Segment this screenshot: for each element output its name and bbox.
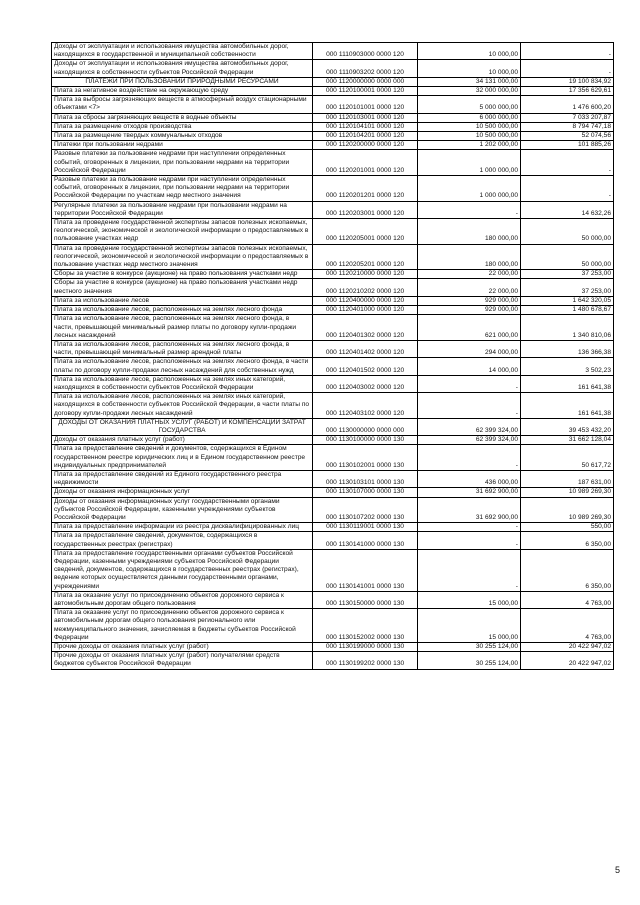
row-plan-amount: 15 000,00: [418, 591, 521, 608]
row-code: 000 1120104101 0000 120: [313, 122, 418, 131]
row-name: Платежи при пользовании недрами: [52, 141, 313, 150]
row-plan-amount: 621 000,00: [418, 315, 521, 341]
row-actual-amount: 39 453 432,20: [521, 418, 614, 435]
table-row: [52, 279, 614, 296]
row-name: Плата за предоставление сведений, документов, содержащихся в государственных реестрах (регистрах): [52, 532, 313, 549]
row-actual-amount: 19 100 834,92: [521, 77, 614, 86]
row-name: Плата за проведение государственной экспертизы запасов полезных ископаемых, геологической, экономической и экологической информации о предоставляемых в пользование участках недр: [52, 219, 313, 245]
table-row: [52, 96, 614, 113]
row-actual-amount: 1 476 600,20: [521, 96, 614, 113]
row-actual-amount: 31 662 128,04: [521, 436, 614, 445]
table-row: [52, 643, 614, 652]
row-plan-amount: 30 255 124,00: [418, 643, 521, 652]
row-actual-amount: 20 422 947,02: [521, 652, 614, 669]
row-actual-amount: 1 480 678,67: [521, 306, 614, 315]
row-code: 000 1120401000 0000 120: [313, 306, 418, 315]
table-row: [52, 436, 614, 445]
row-code: 000 1120401302 0000 120: [313, 315, 418, 341]
table-row: [52, 132, 614, 141]
table-row: [52, 43, 614, 60]
row-name: Плата за использование лесов, расположенных на землях иных категорий, находящихся в собственности субъектов Российской Федерации, в части платы по договору купли-продажи лесных насаждений: [52, 393, 313, 419]
row-name: Плата за предоставление сведений и документов, содержащихся в Едином государственном реестре юридических лиц и в Едином государственном реестре индивидуальных предпринимателей: [52, 445, 313, 471]
row-actual-amount: 7 033 207,87: [521, 113, 614, 122]
row-name: Доходы от эксплуатации и использования имущества автомобильных дорог, находящихся в собственности субъектов Российской Федерации: [52, 60, 313, 77]
row-plan-amount: 6 000 000,00: [418, 113, 521, 122]
row-plan-amount: -: [418, 523, 521, 532]
row-name: Регулярные платежи за пользование недрами при пользовании недрами на территории Российской Федерации: [52, 201, 313, 218]
row-name: Плата за использование лесов, расположенных на землях иных категорий, находящихся в собственности субъектов Российской Федерации: [52, 375, 313, 392]
row-plan-amount: 1 000 000,00: [418, 176, 521, 202]
row-code: 000 1120203001 0000 120: [313, 201, 418, 218]
row-actual-amount: -: [521, 43, 614, 60]
table-row: [52, 296, 614, 305]
row-name: Разовые платежи за пользование недрами при наступлении определенных событий, оговоренных в лицензии, при пользовании недрами на территории Российской Федерации по участкам недр местного значения: [52, 176, 313, 202]
row-code: 000 1120000000 0000 000: [313, 77, 418, 86]
row-code: 000 1120210202 0000 120: [313, 279, 418, 296]
row-code: 000 1120104201 0000 120: [313, 132, 418, 141]
row-name: Плата за предоставление информации из реестра дисквалифицированных лиц: [52, 523, 313, 532]
table-row: [52, 393, 614, 419]
table-row: [52, 122, 614, 131]
row-plan-amount: -: [418, 445, 521, 471]
row-actual-amount: 37 253,00: [521, 270, 614, 279]
row-actual-amount: 6 350,00: [521, 532, 614, 549]
row-name: Плата за выбросы загрязняющих веществ в атмосферный воздух стационарными объектами <7>: [52, 96, 313, 113]
row-actual-amount: 1 642 320,05: [521, 296, 614, 305]
row-name: Плата за сбросы загрязняющих веществ в водные объекты: [52, 113, 313, 122]
row-plan-amount: 10 000,00: [418, 60, 521, 77]
row-actual-amount: 20 422 947,02: [521, 643, 614, 652]
row-plan-amount: 32 000 000,00: [418, 87, 521, 96]
row-name: Плата за использование лесов, расположенных на землях лесного фонда: [52, 306, 313, 315]
row-plan-amount: -: [418, 549, 521, 591]
row-name: Плата за оказание услуг по присоединению объектов дорожного сервиса к автомобильным дорогам общего пользования: [52, 591, 313, 608]
row-actual-amount: 4 763,00: [521, 591, 614, 608]
row-plan-amount: 30 255 124,00: [418, 652, 521, 669]
row-code: 000 1130107202 0000 130: [313, 497, 418, 523]
row-plan-amount: 15 000,00: [418, 609, 521, 643]
row-plan-amount: -: [418, 201, 521, 218]
row-actual-amount: 136 366,38: [521, 340, 614, 357]
row-actual-amount: 161 641,38: [521, 375, 614, 392]
row-actual-amount: 10 989 269,30: [521, 497, 614, 523]
table-row: [52, 609, 614, 643]
table-row: [52, 201, 614, 218]
table-row: [52, 113, 614, 122]
row-plan-amount: 5 000 000,00: [418, 96, 521, 113]
row-code: 000 1130107000 0000 130: [313, 488, 418, 497]
table-row: [52, 77, 614, 86]
row-name: Прочие доходы от оказания платных услуг (работ) получателями средств бюджетов субъектов Российской Федерации: [52, 652, 313, 669]
table-row: [52, 270, 614, 279]
table-row: [52, 470, 614, 487]
row-code: 000 1120403102 0000 120: [313, 393, 418, 419]
table-row: [52, 219, 614, 245]
row-plan-amount: -: [418, 532, 521, 549]
table-row: [52, 87, 614, 96]
row-plan-amount: 180 000,00: [418, 244, 521, 270]
row-actual-amount: 1 340 810,06: [521, 315, 614, 341]
row-plan-amount: 929 000,00: [418, 296, 521, 305]
row-name: Доходы от оказания информационных услуг: [52, 488, 313, 497]
row-code: 000 1130000000 0000 000: [313, 418, 418, 435]
table-row: [52, 340, 614, 357]
row-actual-amount: 101 885,26: [521, 141, 614, 150]
row-code: 000 1120401402 0000 120: [313, 340, 418, 357]
row-plan-amount: 22 000,00: [418, 270, 521, 279]
row-plan-amount: 180 000,00: [418, 219, 521, 245]
row-code: 000 1130199000 0000 130: [313, 643, 418, 652]
row-actual-amount: -: [521, 150, 614, 176]
row-code: 000 1120201201 0000 120: [313, 176, 418, 202]
row-plan-amount: 22 000,00: [418, 279, 521, 296]
row-code: 000 1130103101 0000 130: [313, 470, 418, 487]
row-plan-amount: 31 692 900,00: [418, 488, 521, 497]
table-row: [52, 150, 614, 176]
row-code: 000 1130141000 0000 130: [313, 532, 418, 549]
row-code: 000 1120201001 0000 120: [313, 150, 418, 176]
row-plan-amount: 10 500 000,00: [418, 122, 521, 131]
row-actual-amount: 50 000,00: [521, 219, 614, 245]
row-actual-amount: 10 989 269,30: [521, 488, 614, 497]
row-plan-amount: 10 500 000,00: [418, 132, 521, 141]
row-name: Сборы за участие в конкурсе (аукционе) на право пользования участками недр местного значения: [52, 279, 313, 296]
row-actual-amount: 37 253,00: [521, 279, 614, 296]
row-plan-amount: 436 000,00: [418, 470, 521, 487]
row-actual-amount: -: [521, 60, 614, 77]
row-actual-amount: 4 763,00: [521, 609, 614, 643]
row-actual-amount: 6 350,00: [521, 549, 614, 591]
table-row: [52, 176, 614, 202]
row-actual-amount: 52 074,56: [521, 132, 614, 141]
row-name: ДОХОДЫ ОТ ОКАЗАНИЯ ПЛАТНЫХ УСЛУГ (РАБОТ) И КОМПЕНСАЦИИ ЗАТРАТ ГОСУДАРСТВА: [52, 418, 313, 435]
row-code: 000 1120100001 0000 120: [313, 87, 418, 96]
page-number: 5: [614, 865, 620, 875]
row-name: Плата за предоставление сведений из Единого государственного реестра недвижимости: [52, 470, 313, 487]
row-plan-amount: 34 131 000,00: [418, 77, 521, 86]
table-row: [52, 375, 614, 392]
row-name: Плата за размещение отходов производства: [52, 122, 313, 131]
row-actual-amount: 50 617,72: [521, 445, 614, 471]
row-code: 000 1110903000 0000 120: [313, 43, 418, 60]
row-plan-amount: 929 000,00: [418, 306, 521, 315]
row-code: 000 1120403002 0000 120: [313, 375, 418, 392]
row-code: 000 1130150000 0000 130: [313, 591, 418, 608]
row-name: Плата за негативное воздействие на окружающую среду: [52, 87, 313, 96]
row-actual-amount: 187 631,00: [521, 470, 614, 487]
row-code: 000 1120205201 0000 120: [313, 244, 418, 270]
table-row: [52, 141, 614, 150]
row-actual-amount: 550,00: [521, 523, 614, 532]
row-code: 000 1120205001 0000 120: [313, 219, 418, 245]
row-plan-amount: 1 202 000,00: [418, 141, 521, 150]
row-name: Доходы от оказания платных услуг (работ): [52, 436, 313, 445]
table-row: [52, 549, 614, 591]
row-actual-amount: 50 000,00: [521, 244, 614, 270]
row-plan-amount: 294 000,00: [418, 340, 521, 357]
row-name: ПЛАТЕЖИ ПРИ ПОЛЬЗОВАНИИ ПРИРОДНЫМИ РЕСУРСАМИ: [52, 77, 313, 86]
row-name: Сборы за участие в конкурсе (аукционе) на право пользования участками недр: [52, 270, 313, 279]
row-code: 000 1120400000 0000 120: [313, 296, 418, 305]
table-row: [52, 523, 614, 532]
row-actual-amount: 14 632,26: [521, 201, 614, 218]
table-row: [52, 315, 614, 341]
row-code: 000 1120210000 0000 120: [313, 270, 418, 279]
row-actual-amount: -: [521, 176, 614, 202]
row-name: Прочие доходы от оказания платных услуг (работ): [52, 643, 313, 652]
table-row: [52, 358, 614, 375]
row-plan-amount: -: [418, 375, 521, 392]
row-actual-amount: 17 356 629,61: [521, 87, 614, 96]
row-plan-amount: 62 399 324,00: [418, 418, 521, 435]
table-row: [52, 244, 614, 270]
table-row: [52, 591, 614, 608]
budget-table-body: [52, 43, 614, 670]
row-actual-amount: 161 641,38: [521, 393, 614, 419]
row-name: Доходы от оказания информационных услуг государственными органами субъектов Российской Федерации, казенными учреждениями субъектов Российской Федерации: [52, 497, 313, 523]
table-row: [52, 488, 614, 497]
table-row: [52, 497, 614, 523]
budget-table: [51, 42, 614, 670]
table-row: [52, 60, 614, 77]
table-row: [52, 652, 614, 669]
row-actual-amount: 3 502,23: [521, 358, 614, 375]
row-code: 000 1130141001 0000 130: [313, 549, 418, 591]
row-plan-amount: 10 000,00: [418, 43, 521, 60]
row-code: 000 1120401502 0000 120: [313, 358, 418, 375]
row-code: 000 1130152002 0000 130: [313, 609, 418, 643]
row-plan-amount: 1 000 000,00: [418, 150, 521, 176]
row-name: Доходы от эксплуатации и использования имущества автомобильных дорог, находящихся в государственной и муниципальной собственности: [52, 43, 313, 60]
table-row: [52, 306, 614, 315]
row-name: Плата за использование лесов, расположенных на землях лесного фонда, в части, превышающей минимальный размер арендной платы: [52, 340, 313, 357]
row-plan-amount: 14 000,00: [418, 358, 521, 375]
row-code: 000 1120101001 0000 120: [313, 96, 418, 113]
row-name: Плата за оказание услуг по присоединению объектов дорожного сервиса к автомобильным дорогам общего пользования регионального или межмуниципального значения, зачисляемая в бюджеты субъектов Российской Федерации: [52, 609, 313, 643]
row-name: Плата за использование лесов: [52, 296, 313, 305]
table-row: [52, 418, 614, 435]
row-code: 000 1130102001 0000 130: [313, 445, 418, 471]
row-plan-amount: 31 692 900,00: [418, 497, 521, 523]
row-code: 000 1130119001 0000 130: [313, 523, 418, 532]
row-code: 000 1130100000 0000 130: [313, 436, 418, 445]
row-name: Плата за проведение государственной экспертизы запасов полезных ископаемых, геологической, экономической и экологической информации о предоставляемых в пользование участках недр местного значения: [52, 244, 313, 270]
row-code: 000 1110903202 0000 120: [313, 60, 418, 77]
row-name: Плата за использование лесов, расположенных на землях лесного фонда, в части, превышающей минимальный размер платы по договору купли-продажи лесных насаждений: [52, 315, 313, 341]
row-plan-amount: -: [418, 393, 521, 419]
table-row: [52, 532, 614, 549]
row-plan-amount: 62 399 324,00: [418, 436, 521, 445]
row-code: 000 1130199202 0000 130: [313, 652, 418, 669]
table-row: [52, 445, 614, 471]
row-name: Плата за размещение твердых коммунальных отходов: [52, 132, 313, 141]
row-name: Плата за предоставление государственными органами субъектов Российской Федерации, казенными учреждениями субъектов Российской Федерации сведений, документов, содержащихся в государственных реестрах (регистрах), ведение которых осуществляется данными государственными органами, учреждениями: [52, 549, 313, 591]
row-code: 000 1120200000 0000 120: [313, 141, 418, 150]
row-name: Плата за использование лесов, расположенных на землях лесного фонда, в части платы по договору купли-продажи лесных насаждений для собственных нужд: [52, 358, 313, 375]
row-code: 000 1120103001 0000 120: [313, 113, 418, 122]
row-name: Разовые платежи за пользование недрами при наступлении определенных событий, оговоренных в лицензии, при пользовании недрами на территории Российской Федерации: [52, 150, 313, 176]
row-actual-amount: 8 794 747,18: [521, 122, 614, 131]
